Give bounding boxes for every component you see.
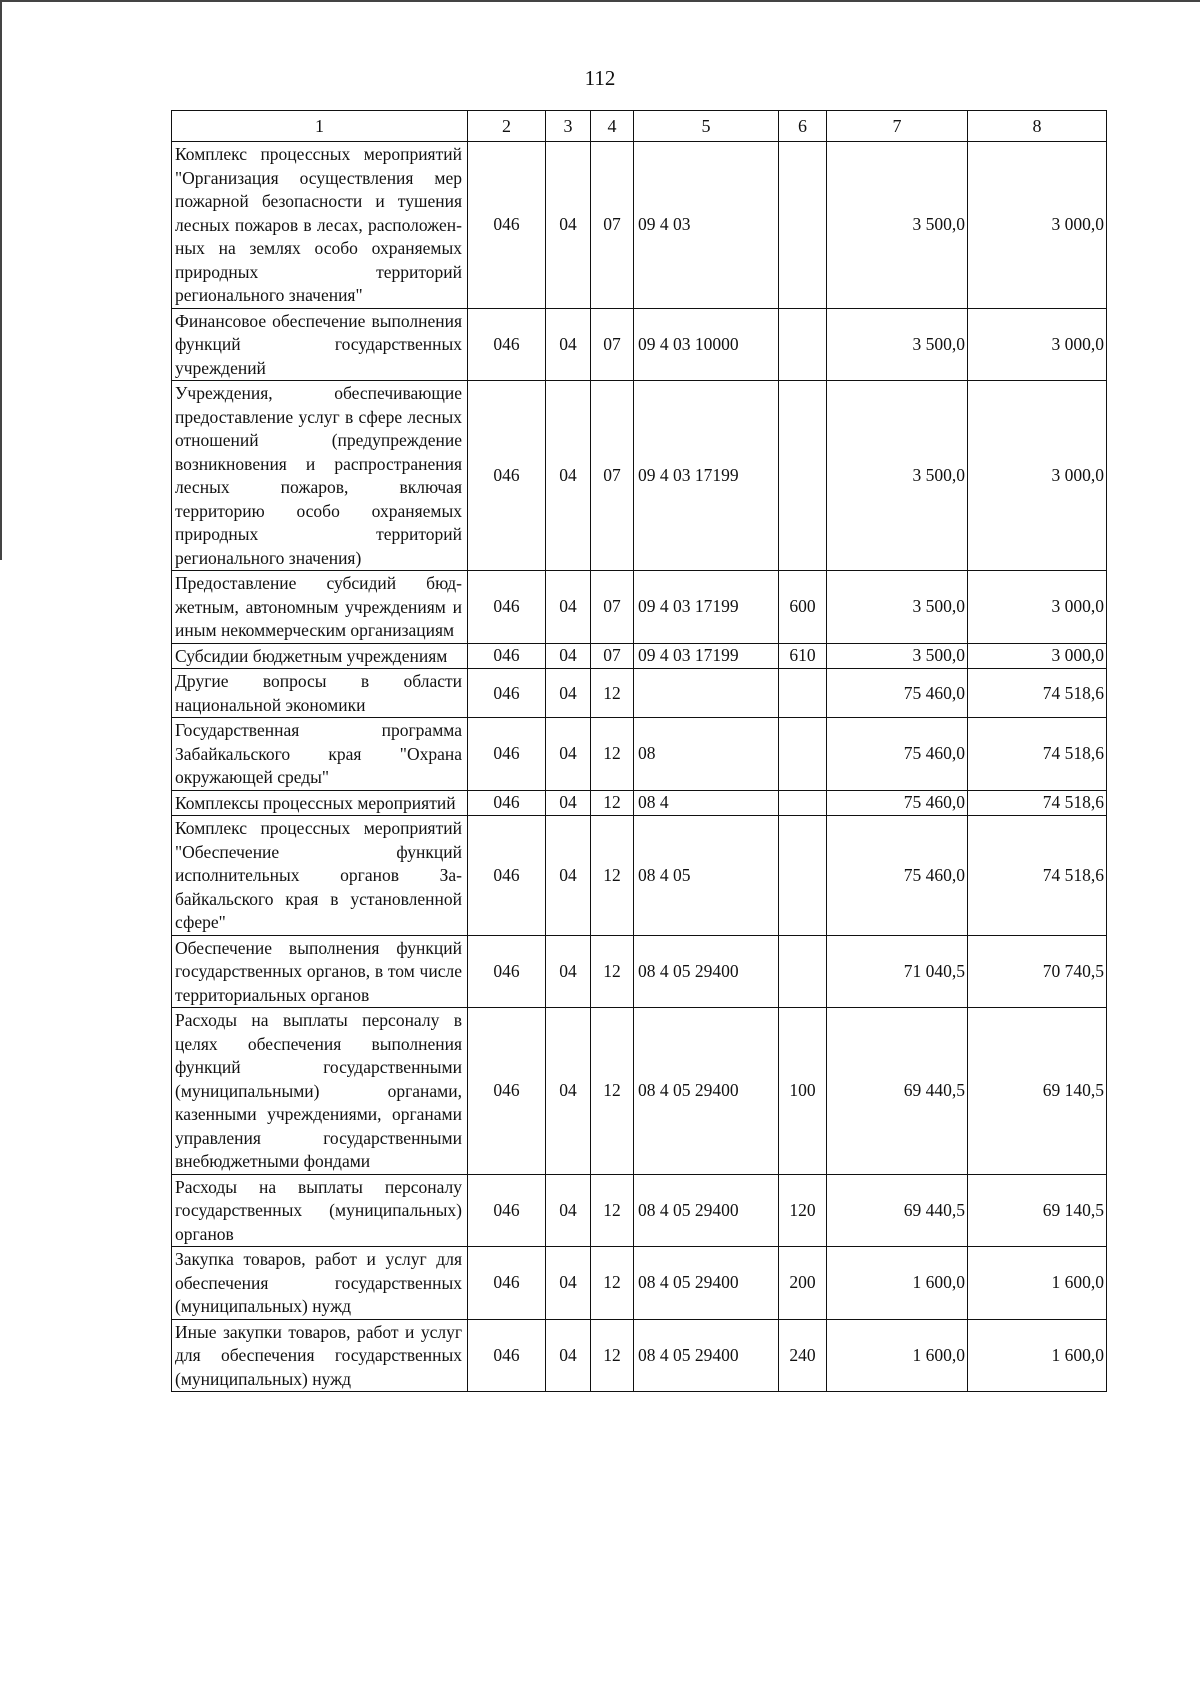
expense-name-cell: Учреждения, обеспечивающие предоставление услуг в сфере лесных отношений (предупреждение возникновения и распространения лесных пожаров, включая территорию особо охраняемых природных территорий регионального значения) [172, 381, 468, 571]
page-number: 112 [584, 66, 616, 90]
expense-type-cell: 120 [779, 1174, 827, 1247]
table-row [172, 816, 1107, 936]
expense-type-cell: 610 [779, 643, 827, 669]
amount-year1-cell: 75 460,0 [827, 816, 968, 936]
amount-year2-cell: 3 000,0 [968, 142, 1107, 309]
amount-year1-cell: 75 460,0 [827, 669, 968, 718]
ministry-code-cell: 046 [468, 1319, 546, 1392]
expense-name-cell: Субсидии бюджетным учреждениям [172, 643, 468, 669]
target-article-cell: 08 4 05 [634, 816, 779, 936]
amount-year1-cell: 1 600,0 [827, 1247, 968, 1320]
amount-year2-cell: 3 000,0 [968, 643, 1107, 669]
target-article-cell: 08 4 05 29400 [634, 1247, 779, 1320]
ministry-code-cell: 046 [468, 1008, 546, 1175]
section-code-cell: 04 [546, 669, 591, 718]
ministry-code-cell: 046 [468, 381, 546, 571]
ministry-code-cell: 046 [468, 142, 546, 309]
expense-type-cell [779, 718, 827, 791]
expense-type-cell [779, 935, 827, 1008]
table-row [172, 308, 1107, 381]
amount-year2-cell: 74 518,6 [968, 790, 1107, 816]
subsection-code-cell: 07 [591, 308, 634, 381]
column-header: 8 [968, 111, 1107, 142]
target-article-cell: 09 4 03 17199 [634, 381, 779, 571]
section-code-cell: 04 [546, 816, 591, 936]
ministry-code-cell: 046 [468, 718, 546, 791]
amount-year1-cell: 75 460,0 [827, 718, 968, 791]
amount-year2-cell: 1 600,0 [968, 1319, 1107, 1392]
expense-type-cell: 200 [779, 1247, 827, 1320]
amount-year1-cell: 71 040,5 [827, 935, 968, 1008]
table-row [172, 1008, 1107, 1175]
expense-name-cell: Комплекс процессных мероприятий "Обеспечение функций исполнительных органов Забайкальского края в установленной сфере" [172, 816, 468, 936]
expense-type-cell [779, 669, 827, 718]
expense-name-cell: Финансовое обеспечение выполнения функций государственных учреждений [172, 308, 468, 381]
target-article-cell: 09 4 03 10000 [634, 308, 779, 381]
amount-year2-cell: 70 740,5 [968, 935, 1107, 1008]
ministry-code-cell: 046 [468, 643, 546, 669]
expense-name-cell: Обеспечение выполнения функций государственных органов, в том числе территориальных органов [172, 935, 468, 1008]
subsection-code-cell: 07 [591, 643, 634, 669]
scan-edge-mark-top [0, 0, 1200, 2]
amount-year1-cell: 69 440,5 [827, 1008, 968, 1175]
target-article-cell: 08 4 05 29400 [634, 1319, 779, 1392]
ministry-code-cell: 046 [468, 669, 546, 718]
subsection-code-cell: 07 [591, 142, 634, 309]
amount-year1-cell: 75 460,0 [827, 790, 968, 816]
target-article-cell: 08 4 [634, 790, 779, 816]
column-number-row [172, 111, 1107, 142]
subsection-code-cell: 12 [591, 1319, 634, 1392]
subsection-code-cell: 07 [591, 381, 634, 571]
section-code-cell: 04 [546, 1008, 591, 1175]
ministry-code-cell: 046 [468, 308, 546, 381]
amount-year2-cell: 3 000,0 [968, 381, 1107, 571]
table-row [172, 718, 1107, 791]
expense-name-cell: Другие вопросы в области национальной экономики [172, 669, 468, 718]
expense-type-cell: 240 [779, 1319, 827, 1392]
expense-type-cell [779, 816, 827, 936]
target-article-cell: 08 [634, 718, 779, 791]
ministry-code-cell: 046 [468, 1247, 546, 1320]
section-code-cell: 04 [546, 718, 591, 791]
column-header: 2 [468, 111, 546, 142]
amount-year1-cell: 3 500,0 [827, 142, 968, 309]
subsection-code-cell: 07 [591, 571, 634, 644]
ministry-code-cell: 046 [468, 790, 546, 816]
amount-year1-cell: 3 500,0 [827, 308, 968, 381]
table-row [172, 571, 1107, 644]
amount-year1-cell: 3 500,0 [827, 643, 968, 669]
subsection-code-cell: 12 [591, 669, 634, 718]
amount-year2-cell: 1 600,0 [968, 1247, 1107, 1320]
target-article-cell: 08 4 05 29400 [634, 1174, 779, 1247]
section-code-cell: 04 [546, 1247, 591, 1320]
target-article-cell: 08 4 05 29400 [634, 1008, 779, 1175]
table-row [172, 1319, 1107, 1392]
table-row [172, 142, 1107, 309]
target-article-cell: 09 4 03 17199 [634, 571, 779, 644]
expense-type-cell: 600 [779, 571, 827, 644]
section-code-cell: 04 [546, 1319, 591, 1392]
target-article-cell: 09 4 03 17199 [634, 643, 779, 669]
expense-name-cell: Комплекс процессных мероприятий "Организация осуществления мер пожарной безопасности и тушения лесных пожаров в лесах, расположенных на землях особо охраняемых природных территорий регионального значения" [172, 142, 468, 309]
expense-type-cell [779, 381, 827, 571]
expense-name-cell: Расходы на выплаты персоналу государственных (муниципальных) органов [172, 1174, 468, 1247]
column-header: 5 [634, 111, 779, 142]
amount-year1-cell: 1 600,0 [827, 1319, 968, 1392]
expense-name-cell: Закупка товаров, работ и услуг для обеспечения государственных (муниципальных) нужд [172, 1247, 468, 1320]
ministry-code-cell: 046 [468, 571, 546, 644]
subsection-code-cell: 12 [591, 1008, 634, 1175]
table-row [172, 643, 1107, 669]
section-code-cell: 04 [546, 571, 591, 644]
amount-year2-cell: 69 140,5 [968, 1174, 1107, 1247]
expense-name-cell: Государственная программа Забайкальского края "Охрана окружающей среды" [172, 718, 468, 791]
table-row [172, 669, 1107, 718]
amount-year1-cell: 3 500,0 [827, 381, 968, 571]
target-article-cell: 08 4 05 29400 [634, 935, 779, 1008]
section-code-cell: 04 [546, 308, 591, 381]
column-header: 6 [779, 111, 827, 142]
amount-year2-cell: 69 140,5 [968, 1008, 1107, 1175]
amount-year2-cell: 74 518,6 [968, 816, 1107, 936]
ministry-code-cell: 046 [468, 1174, 546, 1247]
expense-type-cell [779, 142, 827, 309]
budget-table [171, 110, 1107, 1392]
table-row [172, 1247, 1107, 1320]
target-article-cell [634, 669, 779, 718]
section-code-cell: 04 [546, 381, 591, 571]
expense-name-cell: Комплексы процессных мероприятий [172, 790, 468, 816]
target-article-cell: 09 4 03 [634, 142, 779, 309]
column-header: 1 [172, 111, 468, 142]
amount-year1-cell: 69 440,5 [827, 1174, 968, 1247]
expense-type-cell [779, 790, 827, 816]
table-row [172, 1174, 1107, 1247]
amount-year2-cell: 3 000,0 [968, 571, 1107, 644]
subsection-code-cell: 12 [591, 935, 634, 1008]
amount-year1-cell: 3 500,0 [827, 571, 968, 644]
expense-name-cell: Иные закупки товаров, работ и услуг для обеспечения государственных (муниципальных) нужд [172, 1319, 468, 1392]
amount-year2-cell: 3 000,0 [968, 308, 1107, 381]
table-row [172, 790, 1107, 816]
column-header: 3 [546, 111, 591, 142]
table-row [172, 381, 1107, 571]
expense-name-cell: Предоставление субсидий бюджетным, автономным учреждениям и иным некоммерческим организациям [172, 571, 468, 644]
subsection-code-cell: 12 [591, 816, 634, 936]
ministry-code-cell: 046 [468, 935, 546, 1008]
subsection-code-cell: 12 [591, 1247, 634, 1320]
column-header: 7 [827, 111, 968, 142]
subsection-code-cell: 12 [591, 790, 634, 816]
section-code-cell: 04 [546, 643, 591, 669]
section-code-cell: 04 [546, 142, 591, 309]
subsection-code-cell: 12 [591, 718, 634, 791]
section-code-cell: 04 [546, 935, 591, 1008]
section-code-cell: 04 [546, 790, 591, 816]
subsection-code-cell: 12 [591, 1174, 634, 1247]
table-row [172, 935, 1107, 1008]
expense-type-cell: 100 [779, 1008, 827, 1175]
expense-type-cell [779, 308, 827, 381]
amount-year2-cell: 74 518,6 [968, 669, 1107, 718]
expense-name-cell: Расходы на выплаты персоналу в целях обеспечения выполнения функций государственными (муниципальными) органами, казенными учреждениями, органами управления государственными внебюджетными фондами [172, 1008, 468, 1175]
column-header: 4 [591, 111, 634, 142]
ministry-code-cell: 046 [468, 816, 546, 936]
section-code-cell: 04 [546, 1174, 591, 1247]
amount-year2-cell: 74 518,6 [968, 718, 1107, 791]
